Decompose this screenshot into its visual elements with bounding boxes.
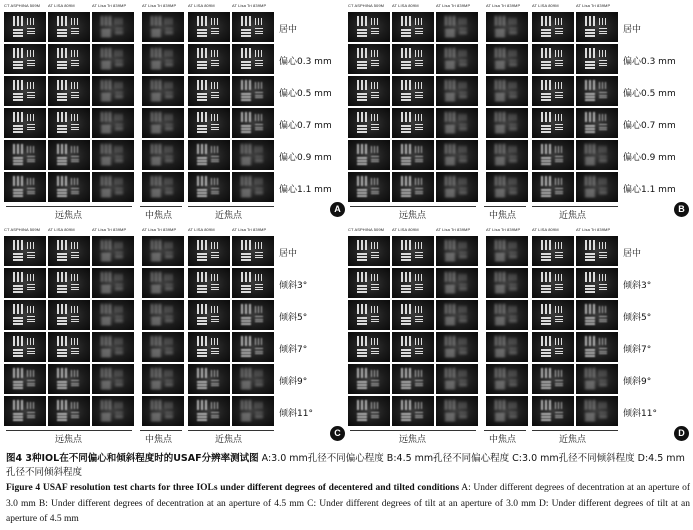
far-focus-label: 远焦点	[55, 435, 83, 445]
usaf-test-chart-image	[348, 364, 390, 394]
usaf-test-chart-image	[348, 108, 390, 138]
usaf-test-chart-image	[486, 236, 528, 266]
usaf-test-chart-image	[576, 140, 618, 170]
usaf-test-chart-image	[232, 76, 274, 106]
usaf-test-chart-image	[436, 44, 478, 74]
usaf-test-chart-image	[92, 44, 134, 74]
column-header: AT LISA 809M	[392, 3, 419, 8]
usaf-test-chart-image	[142, 364, 184, 394]
mid-focus-label: 中焦点	[489, 211, 517, 221]
usaf-test-chart-image	[48, 44, 90, 74]
usaf-test-chart-image	[4, 300, 46, 330]
usaf-test-chart-image	[486, 12, 528, 42]
usaf-test-chart-image	[232, 268, 274, 298]
usaf-test-chart-image	[348, 44, 390, 74]
caption-cn-title: 图4 3种IOL在不同偏心和倾斜程度时的USAF分辨率测试图	[6, 453, 259, 464]
near-focus-label: 近焦点	[559, 435, 587, 445]
column-header: AT Lisa Tri 839MP	[232, 3, 267, 8]
usaf-test-chart-image	[142, 300, 184, 330]
row-label: 倾斜11°	[279, 409, 313, 419]
usaf-test-chart-image	[576, 236, 618, 266]
row-label: 倾斜3°	[623, 281, 652, 291]
row-label: 偏心0.5 mm	[623, 89, 676, 99]
test-chart-grid	[2, 236, 274, 426]
usaf-test-chart-image	[92, 76, 134, 106]
column-header: AT Lisa Tri 839MP	[486, 227, 521, 232]
usaf-test-chart-image	[348, 396, 390, 426]
usaf-test-chart-image	[188, 300, 230, 330]
usaf-test-chart-image	[92, 396, 134, 426]
far-focus-label: 远焦点	[55, 211, 83, 221]
usaf-test-chart-image	[188, 140, 230, 170]
usaf-test-chart-image	[392, 44, 434, 74]
usaf-test-chart-image	[486, 268, 528, 298]
usaf-test-chart-image	[436, 236, 478, 266]
usaf-test-chart-image	[348, 140, 390, 170]
panel-b	[346, 2, 691, 221]
mid-focus-bracket	[484, 206, 526, 207]
usaf-test-chart-image	[576, 268, 618, 298]
usaf-test-chart-image	[48, 396, 90, 426]
usaf-test-chart-image	[48, 236, 90, 266]
far-focus-bracket	[6, 206, 132, 207]
usaf-test-chart-image	[348, 76, 390, 106]
usaf-test-chart-image	[188, 236, 230, 266]
usaf-test-chart-image	[532, 364, 574, 394]
usaf-test-chart-image	[576, 172, 618, 202]
usaf-test-chart-image	[532, 172, 574, 202]
row-label: 倾斜9°	[623, 377, 652, 387]
usaf-test-chart-image	[436, 268, 478, 298]
near-focus-label: 近焦点	[215, 435, 243, 445]
panel-a	[2, 2, 347, 221]
usaf-test-chart-image	[532, 268, 574, 298]
row-label: 居中	[623, 249, 642, 259]
usaf-test-chart-image	[142, 236, 184, 266]
row-label: 居中	[279, 249, 298, 259]
usaf-test-chart-image	[232, 108, 274, 138]
usaf-test-chart-image	[436, 76, 478, 106]
row-label: 偏心0.7 mm	[279, 121, 332, 131]
usaf-test-chart-image	[48, 140, 90, 170]
usaf-test-chart-image	[4, 396, 46, 426]
usaf-test-chart-image	[92, 236, 134, 266]
column-header: AT Lisa Tri 839MP	[576, 227, 611, 232]
usaf-test-chart-image	[348, 300, 390, 330]
usaf-test-chart-image	[436, 300, 478, 330]
usaf-test-chart-image	[348, 12, 390, 42]
usaf-test-chart-image	[142, 108, 184, 138]
column-headers	[2, 226, 274, 236]
far-focus-bracket	[6, 430, 132, 431]
usaf-test-chart-image	[92, 108, 134, 138]
usaf-test-chart-image	[232, 364, 274, 394]
usaf-test-chart-image	[92, 332, 134, 362]
usaf-test-chart-image	[576, 332, 618, 362]
usaf-test-chart-image	[392, 300, 434, 330]
column-header: AT LISA 809M	[48, 227, 75, 232]
usaf-test-chart-image	[4, 44, 46, 74]
panel-letter-d: D	[674, 426, 689, 441]
usaf-test-chart-image	[4, 12, 46, 42]
column-header: CT ASPHINA 509M	[4, 227, 41, 232]
usaf-test-chart-image	[436, 396, 478, 426]
usaf-test-chart-image	[142, 332, 184, 362]
usaf-test-chart-image	[348, 268, 390, 298]
usaf-test-chart-image	[232, 12, 274, 42]
usaf-test-chart-image	[92, 12, 134, 42]
usaf-test-chart-image	[4, 268, 46, 298]
usaf-test-chart-image	[532, 300, 574, 330]
usaf-test-chart-image	[48, 108, 90, 138]
near-focus-bracket	[532, 430, 618, 431]
usaf-test-chart-image	[92, 364, 134, 394]
usaf-test-chart-image	[348, 172, 390, 202]
usaf-test-chart-image	[188, 12, 230, 42]
usaf-test-chart-image	[92, 172, 134, 202]
usaf-test-chart-image	[486, 300, 528, 330]
column-header: AT Lisa Tri 839MP	[92, 227, 127, 232]
usaf-test-chart-image	[48, 12, 90, 42]
usaf-test-chart-image	[392, 268, 434, 298]
mid-focus-label: 中焦点	[145, 211, 173, 221]
far-focus-bracket	[350, 430, 476, 431]
usaf-test-chart-image	[4, 140, 46, 170]
near-focus-label: 近焦点	[559, 211, 587, 221]
usaf-test-chart-image	[188, 332, 230, 362]
usaf-test-chart-image	[576, 396, 618, 426]
usaf-test-chart-image	[486, 76, 528, 106]
mid-focus-label: 中焦点	[145, 435, 173, 445]
far-focus-bracket	[350, 206, 476, 207]
usaf-test-chart-image	[142, 44, 184, 74]
column-headers	[346, 226, 618, 236]
usaf-test-chart-image	[92, 140, 134, 170]
usaf-test-chart-image	[576, 364, 618, 394]
row-label: 偏心1.1 mm	[623, 185, 676, 195]
column-header: AT Lisa Tri 839MP	[576, 3, 611, 8]
usaf-test-chart-image	[392, 172, 434, 202]
usaf-test-chart-image	[486, 364, 528, 394]
usaf-test-chart-image	[188, 44, 230, 74]
test-chart-grid	[346, 12, 618, 202]
usaf-test-chart-image	[232, 396, 274, 426]
mid-focus-label: 中焦点	[489, 435, 517, 445]
near-focus-label: 近焦点	[215, 211, 243, 221]
usaf-test-chart-image	[576, 108, 618, 138]
row-label: 倾斜7°	[623, 345, 652, 355]
mid-focus-bracket	[140, 206, 182, 207]
row-label: 偏心1.1 mm	[279, 185, 332, 195]
figure-caption-english	[6, 481, 690, 528]
usaf-test-chart-image	[142, 172, 184, 202]
usaf-test-chart-image	[142, 268, 184, 298]
usaf-test-chart-image	[92, 300, 134, 330]
usaf-test-chart-image	[48, 76, 90, 106]
usaf-test-chart-image	[48, 332, 90, 362]
test-chart-grid	[346, 236, 618, 426]
row-label: 偏心0.9 mm	[279, 153, 332, 163]
mid-focus-bracket	[140, 430, 182, 431]
column-header: AT Lisa Tri 839MP	[232, 227, 267, 232]
usaf-test-chart-image	[188, 364, 230, 394]
usaf-test-chart-image	[436, 172, 478, 202]
usaf-test-chart-image	[532, 12, 574, 42]
column-headers	[2, 2, 274, 12]
usaf-test-chart-image	[232, 140, 274, 170]
usaf-test-chart-image	[392, 76, 434, 106]
panel-d	[346, 226, 691, 445]
usaf-test-chart-image	[532, 236, 574, 266]
usaf-test-chart-image	[576, 12, 618, 42]
usaf-test-chart-image	[532, 396, 574, 426]
caption-en-body: A: Under different degrees of decentration at an aperture of 3.0 mm B: Under different degrees of decentration at an aperture of 4.5 mm C: Under different degrees of tilt at an aperture of 3.0 mm D: Under different degrees of tilt at an aperture of 4.5 mm	[6, 483, 690, 524]
usaf-test-chart-image	[436, 140, 478, 170]
column-header: CT ASPHINA 509M	[4, 3, 41, 8]
usaf-test-chart-image	[4, 364, 46, 394]
usaf-test-chart-image	[392, 140, 434, 170]
usaf-test-chart-image	[392, 12, 434, 42]
caption-cn-body: A:3.0 mm孔径不同偏心程度 B:4.5 mm孔径不同偏心程度 C:3.0 mm孔径不同倾斜程度 D:4.5 mm孔径不同倾斜程度	[6, 453, 685, 478]
usaf-test-chart-image	[188, 108, 230, 138]
usaf-test-chart-image	[188, 268, 230, 298]
column-header: AT LISA 809M	[48, 3, 75, 8]
column-header: AT Lisa Tri 839MP	[142, 3, 177, 8]
column-header: AT Lisa Tri 839MP	[436, 227, 471, 232]
column-header: AT LISA 809M	[532, 227, 559, 232]
row-label: 倾斜7°	[279, 345, 308, 355]
usaf-test-chart-image	[576, 300, 618, 330]
figure-caption-chinese	[6, 452, 690, 480]
usaf-test-chart-image	[4, 332, 46, 362]
row-label: 偏心0.3 mm	[279, 57, 332, 67]
usaf-test-chart-image	[48, 172, 90, 202]
column-header: AT Lisa Tri 839MP	[436, 3, 471, 8]
near-focus-bracket	[188, 206, 274, 207]
usaf-test-chart-image	[348, 236, 390, 266]
column-header: AT Lisa Tri 839MP	[142, 227, 177, 232]
usaf-test-chart-image	[232, 332, 274, 362]
column-headers	[346, 2, 618, 12]
usaf-test-chart-image	[48, 300, 90, 330]
usaf-test-chart-image	[532, 140, 574, 170]
usaf-test-chart-image	[532, 76, 574, 106]
usaf-test-chart-image	[436, 108, 478, 138]
usaf-test-chart-image	[4, 108, 46, 138]
mid-focus-bracket	[484, 430, 526, 431]
usaf-test-chart-image	[392, 364, 434, 394]
column-header: AT LISA 809M	[188, 3, 215, 8]
usaf-test-chart-image	[486, 44, 528, 74]
usaf-test-chart-image	[532, 332, 574, 362]
usaf-test-chart-image	[48, 364, 90, 394]
near-focus-bracket	[532, 206, 618, 207]
usaf-test-chart-image	[532, 44, 574, 74]
usaf-test-chart-image	[486, 332, 528, 362]
far-focus-label: 远焦点	[399, 435, 427, 445]
row-label: 居中	[623, 25, 642, 35]
row-label: 偏心0.7 mm	[623, 121, 676, 131]
panel-c	[2, 226, 347, 445]
usaf-test-chart-image	[436, 12, 478, 42]
usaf-test-chart-image	[48, 268, 90, 298]
usaf-test-chart-image	[188, 172, 230, 202]
column-header: AT LISA 809M	[188, 227, 215, 232]
usaf-test-chart-image	[486, 140, 528, 170]
usaf-test-chart-image	[232, 236, 274, 266]
usaf-test-chart-image	[486, 172, 528, 202]
row-label: 倾斜3°	[279, 281, 308, 291]
usaf-test-chart-image	[232, 172, 274, 202]
usaf-test-chart-image	[392, 108, 434, 138]
usaf-test-chart-image	[4, 236, 46, 266]
usaf-test-chart-image	[142, 76, 184, 106]
panel-letter-a: A	[330, 202, 345, 217]
column-header: AT LISA 809M	[392, 227, 419, 232]
panel-letter-b: B	[674, 202, 689, 217]
usaf-test-chart-image	[532, 108, 574, 138]
row-label: 偏心0.9 mm	[623, 153, 676, 163]
usaf-test-chart-image	[486, 108, 528, 138]
usaf-test-chart-image	[348, 332, 390, 362]
usaf-test-chart-image	[436, 364, 478, 394]
row-label: 倾斜5°	[279, 313, 308, 323]
panel-letter-c: C	[330, 426, 345, 441]
usaf-test-chart-image	[232, 44, 274, 74]
usaf-test-chart-image	[188, 76, 230, 106]
row-label: 倾斜5°	[623, 313, 652, 323]
row-label: 倾斜11°	[623, 409, 657, 419]
near-focus-bracket	[188, 430, 274, 431]
usaf-test-chart-image	[232, 300, 274, 330]
far-focus-label: 远焦点	[399, 211, 427, 221]
column-header: AT Lisa Tri 839MP	[92, 3, 127, 8]
usaf-test-chart-image	[4, 172, 46, 202]
row-label: 居中	[279, 25, 298, 35]
usaf-test-chart-image	[392, 332, 434, 362]
usaf-test-chart-image	[142, 12, 184, 42]
row-label: 偏心0.3 mm	[623, 57, 676, 67]
usaf-test-chart-image	[188, 396, 230, 426]
usaf-test-chart-image	[4, 76, 46, 106]
usaf-test-chart-image	[436, 332, 478, 362]
usaf-test-chart-image	[142, 140, 184, 170]
test-chart-grid	[2, 12, 274, 202]
caption-en-title: Figure 4 USAF resolution test charts for three IOLs under different degrees of decentered and tilted conditions	[6, 483, 460, 493]
usaf-test-chart-image	[576, 76, 618, 106]
row-label: 偏心0.5 mm	[279, 89, 332, 99]
row-label: 倾斜9°	[279, 377, 308, 387]
usaf-test-chart-image	[142, 396, 184, 426]
column-header: CT ASPHINA 509M	[348, 3, 385, 8]
usaf-test-chart-image	[576, 44, 618, 74]
usaf-test-chart-image	[392, 236, 434, 266]
column-header: AT LISA 809M	[532, 3, 559, 8]
usaf-test-chart-image	[392, 396, 434, 426]
usaf-test-chart-image	[486, 396, 528, 426]
column-header: CT ASPHINA 509M	[348, 227, 385, 232]
column-header: AT Lisa Tri 839MP	[486, 3, 521, 8]
usaf-test-chart-image	[92, 268, 134, 298]
